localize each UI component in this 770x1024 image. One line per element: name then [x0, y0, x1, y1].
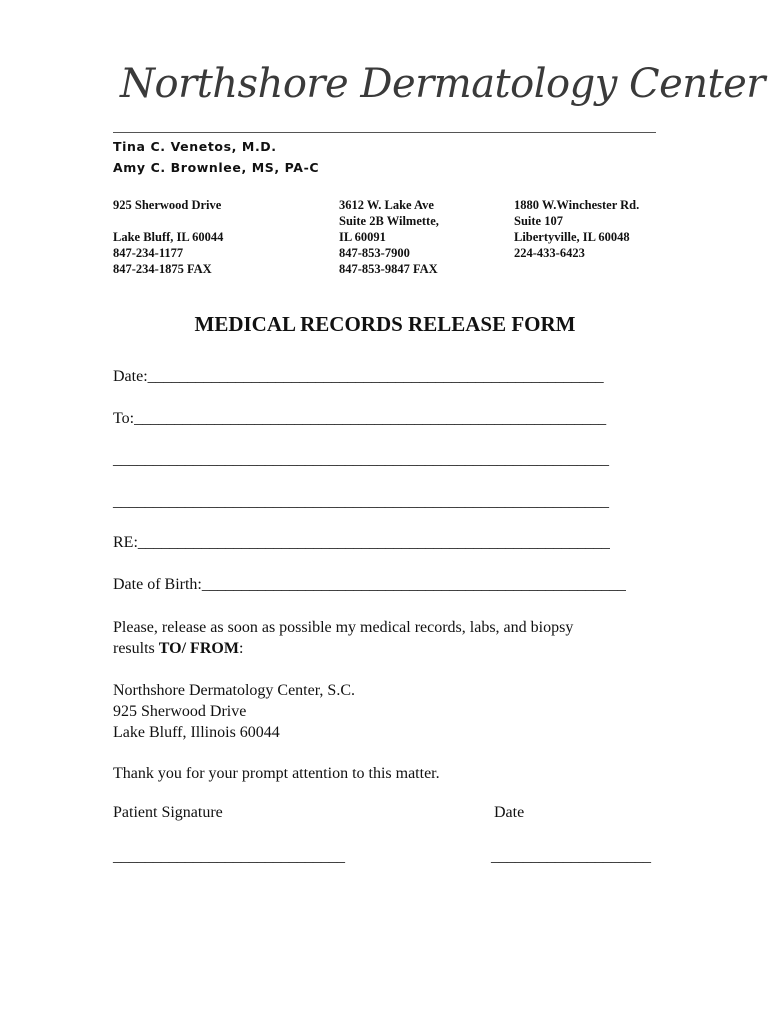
- re-field[interactable]: RE:___________________________________________________________: [113, 534, 610, 551]
- return-address-name: Northshore Dermatology Center, S.C.: [113, 682, 355, 699]
- office-phone: 224-433-6423: [514, 246, 585, 260]
- form-title: MEDICAL RECORDS RELEASE FORM: [194, 312, 576, 336]
- office-phone: 847-234-1177: [113, 246, 184, 260]
- return-address-street: 925 Sherwood Drive: [113, 703, 247, 720]
- office-city: IL 60091: [339, 230, 386, 244]
- signature-date-label: Date: [494, 804, 525, 821]
- release-request-suffix: :: [238, 640, 244, 657]
- clinic-logo: Northshore Dermatology Center: [120, 61, 765, 107]
- office-street: 1880 W.Winchester Rd.: [514, 198, 640, 212]
- header-divider: [113, 132, 656, 133]
- return-address-city: Lake Bluff, Illinois 60044: [113, 724, 280, 741]
- office-street: 925 Sherwood Drive: [113, 198, 222, 212]
- to-field[interactable]: To:___________________________________________________________: [113, 410, 607, 427]
- office-street2: Suite 2B Wilmette,: [339, 214, 439, 228]
- office-fax: 847-234-1875 FAX: [113, 262, 212, 276]
- office-phone: 847-853-7900: [339, 246, 410, 260]
- release-request-line-1: Please, release as soon as possible my medical records, labs, and biopsy: [113, 619, 574, 636]
- to-address-line-1[interactable]: ______________________________________________________________: [113, 451, 609, 468]
- office-street2: [113, 213, 223, 229]
- office-libertyville: [514, 197, 639, 261]
- physician-name: Tina C. Venetos, M.D.: [113, 139, 277, 154]
- closing-text: Thank you for your prompt attention to this matter.: [113, 765, 440, 782]
- physician-assistant-name: Amy C. Brownlee, MS, PA-C: [113, 160, 320, 175]
- release-direction: TO/ FROM: [158, 640, 239, 657]
- release-request-text: [113, 617, 573, 659]
- to-address-line-2[interactable]: ______________________________________________________________: [113, 493, 609, 510]
- office-fax: 847-853-9847 FAX: [339, 262, 438, 276]
- release-request-line-2: [113, 638, 573, 659]
- signature-date-line[interactable]: ____________________: [491, 848, 651, 865]
- office-lake-bluff: [113, 197, 223, 277]
- office-street2: Suite 107: [514, 214, 563, 228]
- release-request-prefix: results: [113, 640, 159, 657]
- office-city: Libertyville, IL 60048: [514, 230, 630, 244]
- patient-signature-label: Patient Signature: [113, 804, 223, 821]
- office-city: Lake Bluff, IL 60044: [113, 230, 224, 244]
- office-street: 3612 W. Lake Ave: [339, 198, 434, 212]
- date-field[interactable]: Date:_________________________________________________________: [113, 368, 604, 385]
- return-address: [113, 680, 355, 743]
- date-of-birth-field[interactable]: Date of Birth:_____________________________________________________: [113, 576, 626, 593]
- patient-signature-line[interactable]: _____________________________: [113, 848, 345, 865]
- office-wilmette: [339, 197, 439, 277]
